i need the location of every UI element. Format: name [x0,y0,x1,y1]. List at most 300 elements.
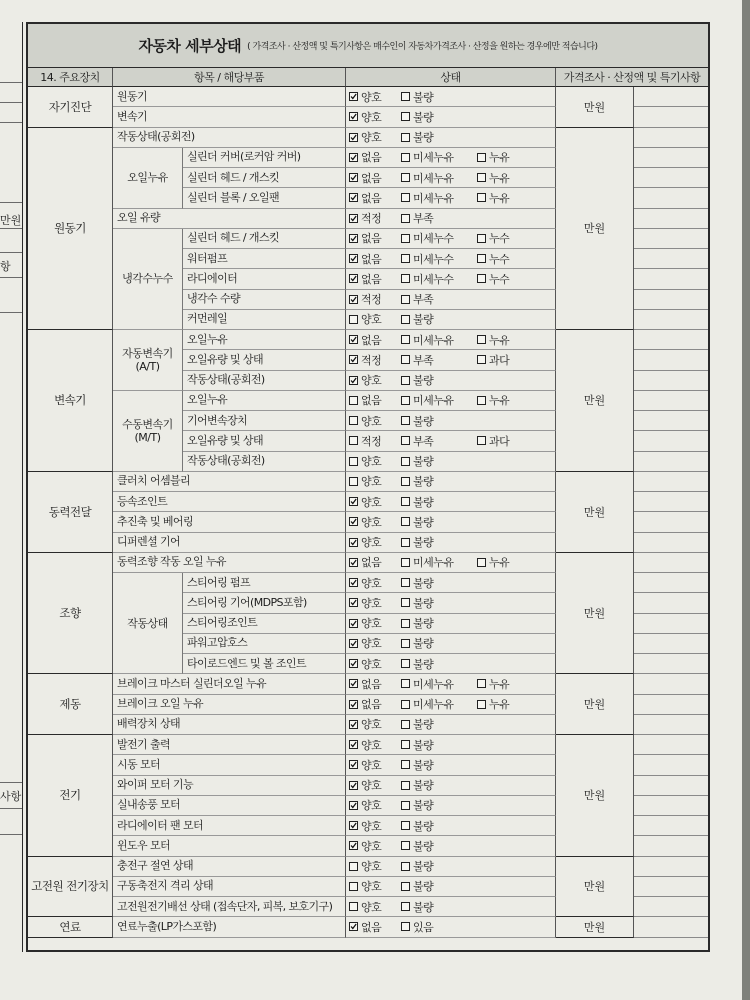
status-option[interactable] [401,291,477,307]
price-cell[interactable]: 만원 [556,472,634,553]
checked-checkbox-icon[interactable] [349,92,358,101]
checked-checkbox-icon[interactable] [349,619,358,628]
status-option[interactable] [477,554,509,570]
checkbox-icon[interactable] [349,436,358,445]
status-option[interactable] [349,352,401,368]
checkbox-icon[interactable] [401,376,410,385]
note-line [634,451,708,452]
status-option[interactable] [349,473,401,489]
note-line [634,572,708,573]
checked-checkbox-icon[interactable] [349,335,358,344]
status-option[interactable] [401,858,477,874]
item-label: 동력조향 작동 오일 누유 [113,553,346,573]
status-option[interactable] [349,878,401,894]
checkbox-icon[interactable] [477,436,486,445]
status-option[interactable] [349,392,401,408]
status-option[interactable] [349,554,401,570]
status-option[interactable] [349,372,401,388]
checkbox-icon[interactable] [477,274,486,283]
status-cell [346,877,556,897]
checked-checkbox-icon[interactable] [349,497,358,506]
status-option[interactable] [349,170,401,186]
checkbox-icon[interactable] [349,396,358,405]
checkbox-icon[interactable] [401,740,410,749]
status-option[interactable] [401,534,477,550]
status-option[interactable] [349,656,401,672]
checked-checkbox-icon[interactable] [349,801,358,810]
checkbox-icon[interactable] [401,679,410,688]
item-label: 등속조인트 [113,492,346,512]
status-option[interactable] [349,109,401,125]
category-cell: 전기 [28,735,113,857]
status-cell [346,87,556,107]
item-label: 오일유량 및 상태 [183,431,346,451]
status-option[interactable] [477,332,509,348]
checked-checkbox-icon[interactable] [349,781,358,790]
status-option[interactable] [401,129,477,145]
status-option-label: 불량 [413,131,434,145]
status-cell [346,674,556,694]
status-option[interactable] [349,230,401,246]
checkbox-icon[interactable] [401,112,410,121]
status-option[interactable] [401,514,477,530]
status-cell [346,472,556,492]
item-label: 발전기 출력 [113,735,346,755]
status-option[interactable] [401,372,477,388]
status-option[interactable] [349,332,401,348]
status-option-label: 과다 [489,353,510,367]
form-title: 자동차 세부상태 [138,37,242,55]
checkbox-icon[interactable] [401,214,410,223]
status-option[interactable] [477,352,509,368]
item-label: 와이퍼 모터 기능 [113,776,346,796]
status-option[interactable] [401,413,477,429]
status-option-label: 누수 [489,252,510,266]
note-line [634,835,708,836]
status-cell [346,715,556,735]
item-label: 브레이크 오일 누유 [113,695,346,715]
status-option[interactable] [349,514,401,530]
checkbox-icon[interactable] [401,315,410,324]
status-option[interactable] [401,251,477,267]
status-option[interactable] [401,352,477,368]
checked-checkbox-icon[interactable] [349,821,358,830]
checkbox-icon[interactable] [477,193,486,202]
status-option[interactable] [349,696,401,712]
status-option[interactable] [401,615,477,631]
status-option[interactable] [349,494,401,510]
status-option-label: 양호 [361,819,382,833]
checkbox-icon[interactable] [401,173,410,182]
item-label: 워터펌프 [183,249,346,269]
checkbox-icon[interactable] [401,862,410,871]
status-option[interactable] [349,575,401,591]
status-option-label: 양호 [361,90,382,104]
status-cell [346,593,556,613]
checked-checkbox-icon[interactable] [349,214,358,223]
status-cell [346,411,556,431]
status-option-label: 적정 [361,353,382,367]
checkbox-icon[interactable] [401,841,410,850]
checkbox-icon[interactable] [349,416,358,425]
status-option-label: 불량 [413,900,434,914]
note-line [634,390,708,391]
status-option-label: 불량 [413,495,434,509]
status-cell [346,533,556,553]
status-cell [346,310,556,330]
checked-checkbox-icon[interactable] [349,922,358,931]
checked-checkbox-icon[interactable] [349,598,358,607]
item-label: 고전원전기배선 상태 (접속단자, 피복, 보호기구) [113,897,346,917]
status-option-label: 없음 [361,556,382,570]
status-option[interactable] [349,534,401,550]
item-label: 시동 모터 [113,755,346,775]
status-option[interactable] [477,190,509,206]
status-option-label: 적정 [361,293,382,307]
note-line [634,127,708,128]
price-cell[interactable]: 만원 [556,553,634,675]
checkbox-icon[interactable] [401,517,410,526]
status-option-label: 없음 [361,151,382,165]
status-option-label: 미세누유 [413,698,454,712]
status-option[interactable] [401,494,477,510]
status-option-label: 없음 [361,920,382,934]
status-option-label: 불량 [413,475,434,489]
checkbox-icon[interactable] [349,457,358,466]
left-margin-text: 사항 [0,790,22,803]
status-option[interactable] [477,149,509,165]
checkbox-icon[interactable] [401,578,410,587]
status-option-label: 누유 [489,151,510,165]
price-cell[interactable]: 만원 [556,87,634,128]
checkbox-icon[interactable] [401,558,410,567]
status-cell [346,168,556,188]
status-option[interactable] [349,210,401,226]
status-option-label: 미세누수 [413,252,454,266]
checkbox-icon[interactable] [349,315,358,324]
item-label: 충전구 절연 상태 [113,857,346,877]
checkbox-icon[interactable] [401,234,410,243]
status-option-label: 양호 [361,110,382,124]
status-option[interactable] [349,453,401,469]
item-label: 윈도우 모터 [113,836,346,856]
checked-checkbox-icon[interactable] [349,841,358,850]
status-cell [346,816,556,836]
status-option[interactable] [349,433,401,449]
status-option[interactable] [349,797,401,813]
status-option[interactable] [349,635,401,651]
status-option[interactable] [349,271,401,287]
status-option[interactable] [349,899,401,915]
status-option[interactable] [477,271,509,287]
checked-checkbox-icon[interactable] [349,295,358,304]
checkbox-icon[interactable] [349,862,358,871]
note-line [634,916,708,917]
checked-checkbox-icon[interactable] [349,517,358,526]
item-label: 실린더 헤드 / 개스킷 [183,229,346,249]
left-margin-text: 만원 [0,214,22,227]
checked-checkbox-icon[interactable] [349,173,358,182]
checkbox-icon[interactable] [401,760,410,769]
status-option[interactable] [401,433,477,449]
status-option[interactable] [401,696,477,712]
status-option[interactable] [401,190,477,206]
status-option[interactable] [349,251,401,267]
status-option[interactable] [401,109,477,125]
checkbox-icon[interactable] [401,619,410,628]
checked-checkbox-icon[interactable] [349,679,358,688]
status-cell [346,512,556,532]
status-option[interactable] [477,392,509,408]
status-option[interactable] [349,919,401,935]
note-line [634,430,708,431]
status-option[interactable] [477,433,509,449]
status-option[interactable] [401,332,477,348]
note-line [634,471,708,472]
checkbox-icon[interactable] [477,173,486,182]
status-option[interactable] [349,757,401,773]
checkbox-icon[interactable] [349,902,358,911]
status-cell [346,128,556,148]
checkbox-icon[interactable] [401,335,410,344]
checkbox-icon[interactable] [477,153,486,162]
checked-checkbox-icon[interactable] [349,720,358,729]
item-label: 추진축 및 베어링 [113,512,346,532]
price-cell[interactable]: 만원 [556,330,634,472]
checkbox-icon[interactable] [477,254,486,263]
status-option[interactable] [349,838,401,854]
status-option[interactable] [349,676,401,692]
checkbox-icon[interactable] [401,538,410,547]
checkbox-icon[interactable] [401,416,410,425]
status-cell [346,371,556,391]
status-cell [346,148,556,168]
checked-checkbox-icon[interactable] [349,538,358,547]
status-cell [346,614,556,634]
status-option[interactable] [401,777,477,793]
checkbox-icon[interactable] [401,133,410,142]
checked-checkbox-icon[interactable] [349,355,358,364]
status-option[interactable] [477,251,509,267]
checkbox-icon[interactable] [401,598,410,607]
status-option[interactable] [401,737,477,753]
price-cell[interactable]: 만원 [556,857,634,918]
checkbox-icon[interactable] [477,335,486,344]
status-option[interactable] [477,170,509,186]
checkbox-icon[interactable] [401,922,410,931]
checkbox-icon[interactable] [401,659,410,668]
status-cell [346,249,556,269]
price-cell[interactable]: 만원 [556,674,634,735]
status-option-label: 양호 [361,131,382,145]
checkbox-icon[interactable] [349,882,358,891]
checkbox-icon[interactable] [401,193,410,202]
status-option[interactable] [401,899,477,915]
note-line [634,268,708,269]
status-option-label: 없음 [361,232,382,246]
status-option[interactable] [401,311,477,327]
checkbox-icon[interactable] [401,801,410,810]
status-cell [346,857,556,877]
checked-checkbox-icon[interactable] [349,760,358,769]
status-option-label: 불량 [413,374,434,388]
status-option[interactable] [401,575,477,591]
checked-checkbox-icon[interactable] [349,639,358,648]
item-label: 클러치 어셈블리 [113,472,346,492]
status-option[interactable] [349,818,401,834]
header-section: 14. 주요장치 [28,68,113,87]
checked-checkbox-icon[interactable] [349,578,358,587]
note-line [634,410,708,411]
checkbox-icon[interactable] [401,457,410,466]
checked-checkbox-icon[interactable] [349,659,358,668]
status-option-label: 미세누유 [413,394,454,408]
checked-checkbox-icon[interactable] [349,274,358,283]
category-cell: 변속기 [28,330,113,472]
status-option[interactable] [401,838,477,854]
checkbox-icon[interactable] [401,902,410,911]
status-option[interactable] [349,737,401,753]
status-option-label: 불량 [413,819,434,833]
status-option[interactable] [401,676,477,692]
status-option[interactable] [349,615,401,631]
checkbox-icon[interactable] [349,477,358,486]
status-option[interactable] [401,230,477,246]
checkbox-icon[interactable] [401,92,410,101]
status-option-label: 미세누유 [413,151,454,165]
status-option-label: 미세누유 [413,171,454,185]
status-option[interactable] [477,230,509,246]
checkbox-icon[interactable] [401,274,410,283]
checked-checkbox-icon[interactable] [349,700,358,709]
checkbox-icon[interactable] [401,720,410,729]
status-option-label: 없음 [361,171,382,185]
status-option[interactable] [349,149,401,165]
checked-checkbox-icon[interactable] [349,558,358,567]
checked-checkbox-icon[interactable] [349,133,358,142]
checkbox-icon[interactable] [401,639,410,648]
status-option[interactable] [401,595,477,611]
checked-checkbox-icon[interactable] [349,376,358,385]
status-option[interactable] [401,210,477,226]
checkbox-icon[interactable] [401,882,410,891]
status-option-label: 누수 [489,272,510,286]
checkbox-icon[interactable] [477,355,486,364]
status-option-label: 과다 [489,434,510,448]
status-option-label: 불량 [413,880,434,894]
status-option[interactable] [401,818,477,834]
status-option[interactable] [477,696,509,712]
checked-checkbox-icon[interactable] [349,112,358,121]
status-cell [346,553,556,573]
status-option-label: 미세누유 [413,556,454,570]
status-option[interactable] [401,919,477,935]
checked-checkbox-icon[interactable] [349,234,358,243]
checkbox-icon[interactable] [401,477,410,486]
status-option-label: 불량 [413,718,434,732]
status-option[interactable] [401,170,477,186]
status-option[interactable] [349,777,401,793]
status-option[interactable] [401,716,477,732]
item-label: 오일 유량 [113,209,346,229]
status-option[interactable] [401,149,477,165]
status-option[interactable] [349,311,401,327]
status-option[interactable] [349,595,401,611]
checkbox-icon[interactable] [401,497,410,506]
checked-checkbox-icon[interactable] [349,153,358,162]
note-line [634,754,708,755]
checkbox-icon[interactable] [401,396,410,405]
checkbox-icon[interactable] [401,700,410,709]
checkbox-icon[interactable] [401,781,410,790]
status-option[interactable] [401,473,477,489]
checkbox-icon[interactable] [401,153,410,162]
price-cell[interactable]: 만원 [556,735,634,857]
status-option[interactable] [401,89,477,105]
checked-checkbox-icon[interactable] [349,254,358,263]
note-line [634,187,708,188]
note-line [634,147,708,148]
status-option[interactable] [349,716,401,732]
checkbox-icon[interactable] [401,355,410,364]
status-option[interactable] [401,878,477,894]
checkbox-icon[interactable] [477,679,486,688]
note-line [634,613,708,614]
status-option[interactable] [401,392,477,408]
item-label: 오일누유 [183,391,346,411]
category-cell: 제동 [28,674,113,735]
status-option-label: 불량 [413,515,434,529]
checkbox-icon[interactable] [477,234,486,243]
status-option[interactable] [401,757,477,773]
status-option[interactable] [401,797,477,813]
status-option[interactable] [349,858,401,874]
status-option-label: 적정 [361,434,382,448]
item-label: 오일유량 및 상태 [183,350,346,370]
status-option[interactable] [477,676,509,692]
price-cell[interactable]: 만원 [556,128,634,331]
header-status: 상태 [346,68,556,87]
status-cell [346,836,556,856]
item-label: 브레이크 마스터 실린더오일 누유 [113,674,346,694]
status-option-label: 불량 [413,637,434,651]
checkbox-icon[interactable] [477,700,486,709]
note-line [634,694,708,695]
status-option[interactable] [401,656,477,672]
note-line [634,370,708,371]
checkbox-icon[interactable] [401,295,410,304]
checkbox-icon[interactable] [401,436,410,445]
status-option[interactable] [401,453,477,469]
checked-checkbox-icon[interactable] [349,193,358,202]
status-option-label: 없음 [361,677,382,691]
status-option[interactable] [349,89,401,105]
item-label: 냉각수 수량 [183,290,346,310]
status-option[interactable] [349,413,401,429]
checkbox-icon[interactable] [477,558,486,567]
status-option[interactable] [349,190,401,206]
checkbox-icon[interactable] [477,396,486,405]
status-option[interactable] [349,291,401,307]
status-option[interactable] [401,554,477,570]
checkbox-icon[interactable] [401,821,410,830]
price-cell[interactable]: 만원 [556,917,634,937]
status-option[interactable] [401,635,477,651]
checked-checkbox-icon[interactable] [349,740,358,749]
status-option[interactable] [401,271,477,287]
status-option[interactable] [349,129,401,145]
checkbox-icon[interactable] [401,254,410,263]
